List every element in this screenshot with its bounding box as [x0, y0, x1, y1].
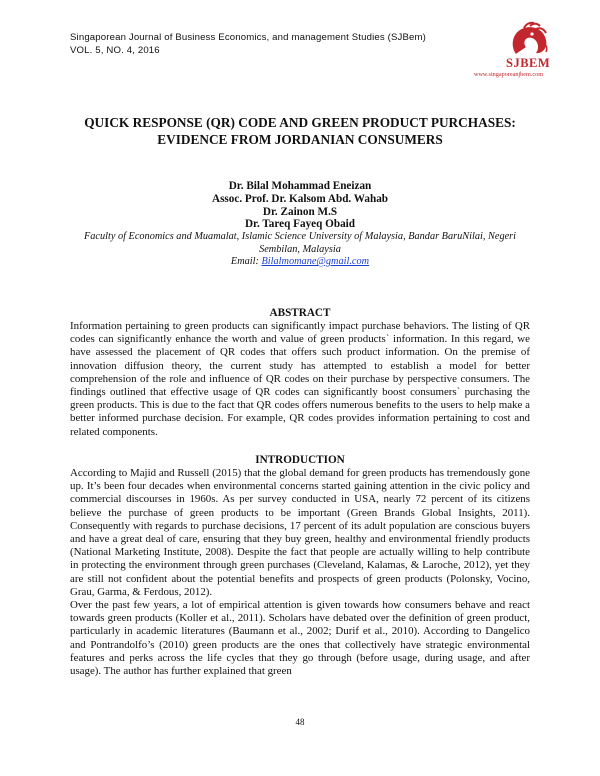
introduction-heading: INTRODUCTION	[255, 454, 345, 466]
email-link[interactable]: Bilalmomane@gmail.com	[261, 256, 370, 267]
logo-url: www.singaporeanjbem.com	[474, 71, 544, 78]
abstract-body: Information pertaining to green products can significantly impact purchase behaviors. The listing of QR codes can significantly enhance the worth and value of green products` information. In this regard, we have assessed the placement of QR codes that offers such product information. On the premise of innovation diffusion theory, the current study has attempted to establish a model for better comprehension of the role and influence of QR codes on their purchase by perspective consumers. The findings outlined that effective usage of QR codes can significantly boost consumers` purchasing the green products. This is due to the fact that QR codes offers numerous benefits to the users to help make a better informed purchase decision. For example, QR codes provides information pertaining to cost and related components.	[70, 320, 530, 438]
page-number: 48	[295, 717, 305, 727]
title-line-1: QUICK RESPONSE (QR) CODE AND GREEN PRODUCT PURCHASES:	[84, 115, 516, 130]
abstract-heading: ABSTRACT	[269, 307, 331, 319]
author: Assoc. Prof. Dr. Kalsom Abd. Wahab	[211, 192, 389, 205]
introduction-paragraph: According to Majid and Russell (2015) that the global demand for green products has tremendously gone up. It’s been four decades when environmental concerns started gaining attention in the civic policy and commercial discourses in 1960s. As per survey conducted in USA, nearly 72 percent of its citizens believe the purchase of green products to be important (Green Brands Global Insights, 2011). Consequently with regards to purchase decisions, 17 percent of its adult population are conscious buyers and have a great deal of care, ensuring that they buy green, healthy and environmental friendly products (National Marketing Institute, 2008). Despite the fact that people are actually willing to help contribute in protecting the environment through green purchases (Cleveland, Kalamas, & Laroche, 2012), yet they are still not confident about the potential benefits and prospects of green products (Polonsky, Vocino, Grau, Garma, & Ferdous, 2012).	[70, 467, 530, 598]
introduction-paragraph: Over the past few years, a lot of empirical attention is given towards how consumers behave and react towards green products (Koller et al., 2011). Scholars have debated over the definition of green product, particularly in academic literatures (Baumann et al., 2002; Durif et al., 2010). According to Dangelico and Pontrandolfo’s (2010) green products are the ones that collectively have strategic environmental features and perks across the life cycles that they go through (before usage, during usage, and after usage). The author has further explained that green	[70, 599, 530, 678]
journal-header	[70, 31, 490, 57]
journal-name: Singaporean Journal of Business Economics, and management Studies (SJBem)	[70, 32, 426, 43]
author-email	[70, 256, 530, 269]
title-line-2: EVIDENCE FROM JORDANIAN CONSUMERS	[157, 132, 443, 147]
author: Dr. Bilal Mohammad Eneizan	[228, 180, 372, 192]
affiliation: Faculty of Economics and Muamalat, Islamic Science University of Malaysia, Bandar BaruNilai, Negeri Sembilan, Malaysia	[83, 231, 517, 255]
introduction-body	[70, 467, 530, 678]
logo-text: SJBEM	[506, 56, 551, 70]
paper-title	[60, 114, 540, 148]
author: Dr. Zainon M.S	[262, 205, 338, 218]
journal-volume: VOL. 5, NO. 4, 2016	[70, 45, 160, 56]
author-list	[60, 180, 540, 231]
email-label: Email:	[230, 256, 259, 267]
author: Dr. Tareq Fayeq Obaid	[244, 218, 356, 231]
